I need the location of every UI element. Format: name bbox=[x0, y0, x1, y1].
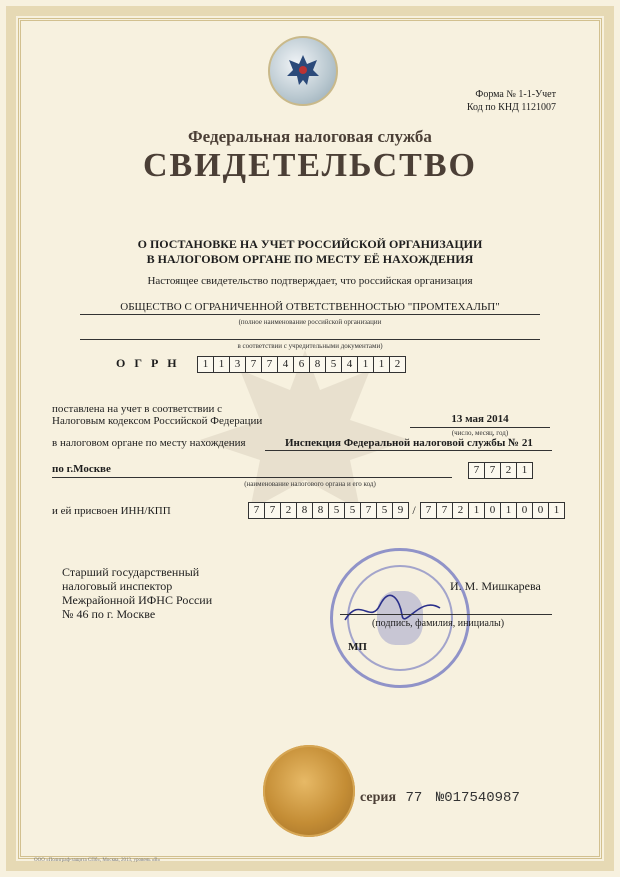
signatory-position bbox=[62, 565, 212, 621]
stamp-place-label: МП bbox=[348, 641, 367, 653]
authority-code-digit: 7 bbox=[484, 462, 501, 479]
signatory-line-1: Старший государственный bbox=[62, 565, 200, 579]
inn-kpp-label: и ей присвоен ИНН/КПП bbox=[52, 505, 171, 517]
registration-date: 13 мая 2014 bbox=[451, 413, 509, 425]
kpp-digit: 1 bbox=[500, 502, 517, 519]
ogrn-digit: 3 bbox=[229, 356, 246, 373]
ogrn-digit: 5 bbox=[325, 356, 342, 373]
kpp-digit: 7 bbox=[420, 502, 437, 519]
signatory-line-3: Межрайонной ИФНС России bbox=[62, 593, 213, 607]
signature-line bbox=[340, 614, 552, 615]
inn-digit: 7 bbox=[360, 502, 377, 519]
document-title: СВИДЕТЕЛЬСТВО bbox=[143, 147, 477, 184]
serial-number bbox=[360, 790, 520, 806]
organization-docs-caption: в соответствии с учредительными документами) bbox=[237, 342, 383, 350]
confirm-text: Настоящее свидетельство подтверждает, что российская организация bbox=[147, 275, 473, 287]
registration-text-1: поставлена на учет в соответствии с bbox=[52, 403, 223, 415]
inn-kpp-separator: / bbox=[412, 503, 416, 517]
ogrn-digit: 4 bbox=[277, 356, 294, 373]
agency-name: Федеральная налоговая служба bbox=[188, 127, 432, 146]
ogrn-digit: 1 bbox=[357, 356, 374, 373]
inn-digit: 7 bbox=[264, 502, 281, 519]
authority-code-digit: 7 bbox=[468, 462, 485, 479]
inn-kpp-cells bbox=[248, 502, 564, 519]
date-line bbox=[410, 427, 550, 428]
ogrn-label: ОГРН bbox=[116, 356, 186, 370]
gold-seal bbox=[263, 745, 355, 837]
inn-digit: 5 bbox=[328, 502, 345, 519]
registration-text-2: Налоговым кодексом Российской Федерации bbox=[52, 415, 263, 427]
kpp-digit: 0 bbox=[516, 502, 533, 519]
kpp-digit: 1 bbox=[548, 502, 565, 519]
knd-code: Код по КНД 1121007 bbox=[466, 102, 556, 113]
kpp-digit: 7 bbox=[436, 502, 453, 519]
ogrn-digit: 8 bbox=[309, 356, 326, 373]
double-eagle-icon bbox=[283, 50, 323, 90]
date-caption: (число, месяц, год) bbox=[451, 429, 509, 437]
inn-digit: 5 bbox=[344, 502, 361, 519]
ogrn-digit: 6 bbox=[293, 356, 310, 373]
ogrn-digit: 1 bbox=[373, 356, 390, 373]
city-line bbox=[52, 477, 452, 478]
document-number: №017540987 bbox=[435, 790, 520, 806]
inn-digit: 8 bbox=[312, 502, 329, 519]
kpp-digit: 0 bbox=[484, 502, 501, 519]
tax-authority-city: по г.Москве bbox=[52, 463, 111, 475]
printer-imprint: ООО «Полиграф-защита СПб», Москва, 2013, уровень «В» bbox=[34, 858, 161, 863]
signatory-line-4: № 46 по г. Москве bbox=[62, 607, 156, 621]
inn-digit: 5 bbox=[376, 502, 393, 519]
organization-name: ОБЩЕСТВО С ОГРАНИЧЕННОЙ ОТВЕТСТВЕННОСТЬЮ "ПРОМТЕХАЛЬП" bbox=[80, 301, 540, 315]
kpp-digit: 0 bbox=[532, 502, 549, 519]
ogrn-digit: 7 bbox=[261, 356, 278, 373]
ogrn-cells bbox=[197, 356, 405, 373]
ogrn-digit: 1 bbox=[197, 356, 214, 373]
authority-code-cells bbox=[468, 462, 532, 479]
form-number: Форма № 1-1-Учет bbox=[475, 89, 556, 100]
hologram-emblem bbox=[268, 36, 338, 106]
inn-digit: 8 bbox=[296, 502, 313, 519]
form-code bbox=[467, 88, 556, 114]
heading-line-2: В НАЛОГОВОМ ОРГАНЕ ПО МЕСТУ ЕЁ НАХОЖДЕНИЯ bbox=[146, 252, 474, 266]
organization-caption: (полное наименование российской организации bbox=[238, 318, 382, 326]
authority-code-digit: 2 bbox=[500, 462, 517, 479]
ogrn-digit: 1 bbox=[213, 356, 230, 373]
inn-digit: 2 bbox=[280, 502, 297, 519]
document-heading bbox=[0, 237, 620, 267]
authority-line bbox=[265, 450, 552, 451]
kpp-digit: 1 bbox=[468, 502, 485, 519]
kpp-digit: 2 bbox=[452, 502, 469, 519]
series-label: серия bbox=[360, 790, 397, 805]
signatory-line-2: налоговый инспектор bbox=[62, 579, 173, 593]
series-code: 77 bbox=[405, 790, 423, 806]
ogrn-digit: 4 bbox=[341, 356, 358, 373]
heading-line-1: О ПОСТАНОВКЕ НА УЧЕТ РОССИЙСКОЙ ОРГАНИЗАЦИИ bbox=[137, 237, 483, 251]
inn-digit: 7 bbox=[248, 502, 265, 519]
inn-digit: 9 bbox=[392, 502, 409, 519]
ogrn-digit: 7 bbox=[245, 356, 262, 373]
organization-line-2 bbox=[80, 339, 540, 340]
ogrn-digit: 2 bbox=[389, 356, 406, 373]
signature-caption: (подпись, фамилия, инициалы) bbox=[372, 618, 505, 629]
authority-code-digit: 1 bbox=[516, 462, 533, 479]
tax-authority-name: Инспекция Федеральной налоговой службы № 21 bbox=[285, 437, 533, 449]
registration-text-3: в налоговом органе по месту нахождения bbox=[52, 437, 246, 449]
signatory-name: И. М. Мишкарева bbox=[450, 579, 541, 593]
authority-caption: (наименование налогового органа и его код) bbox=[244, 480, 376, 488]
